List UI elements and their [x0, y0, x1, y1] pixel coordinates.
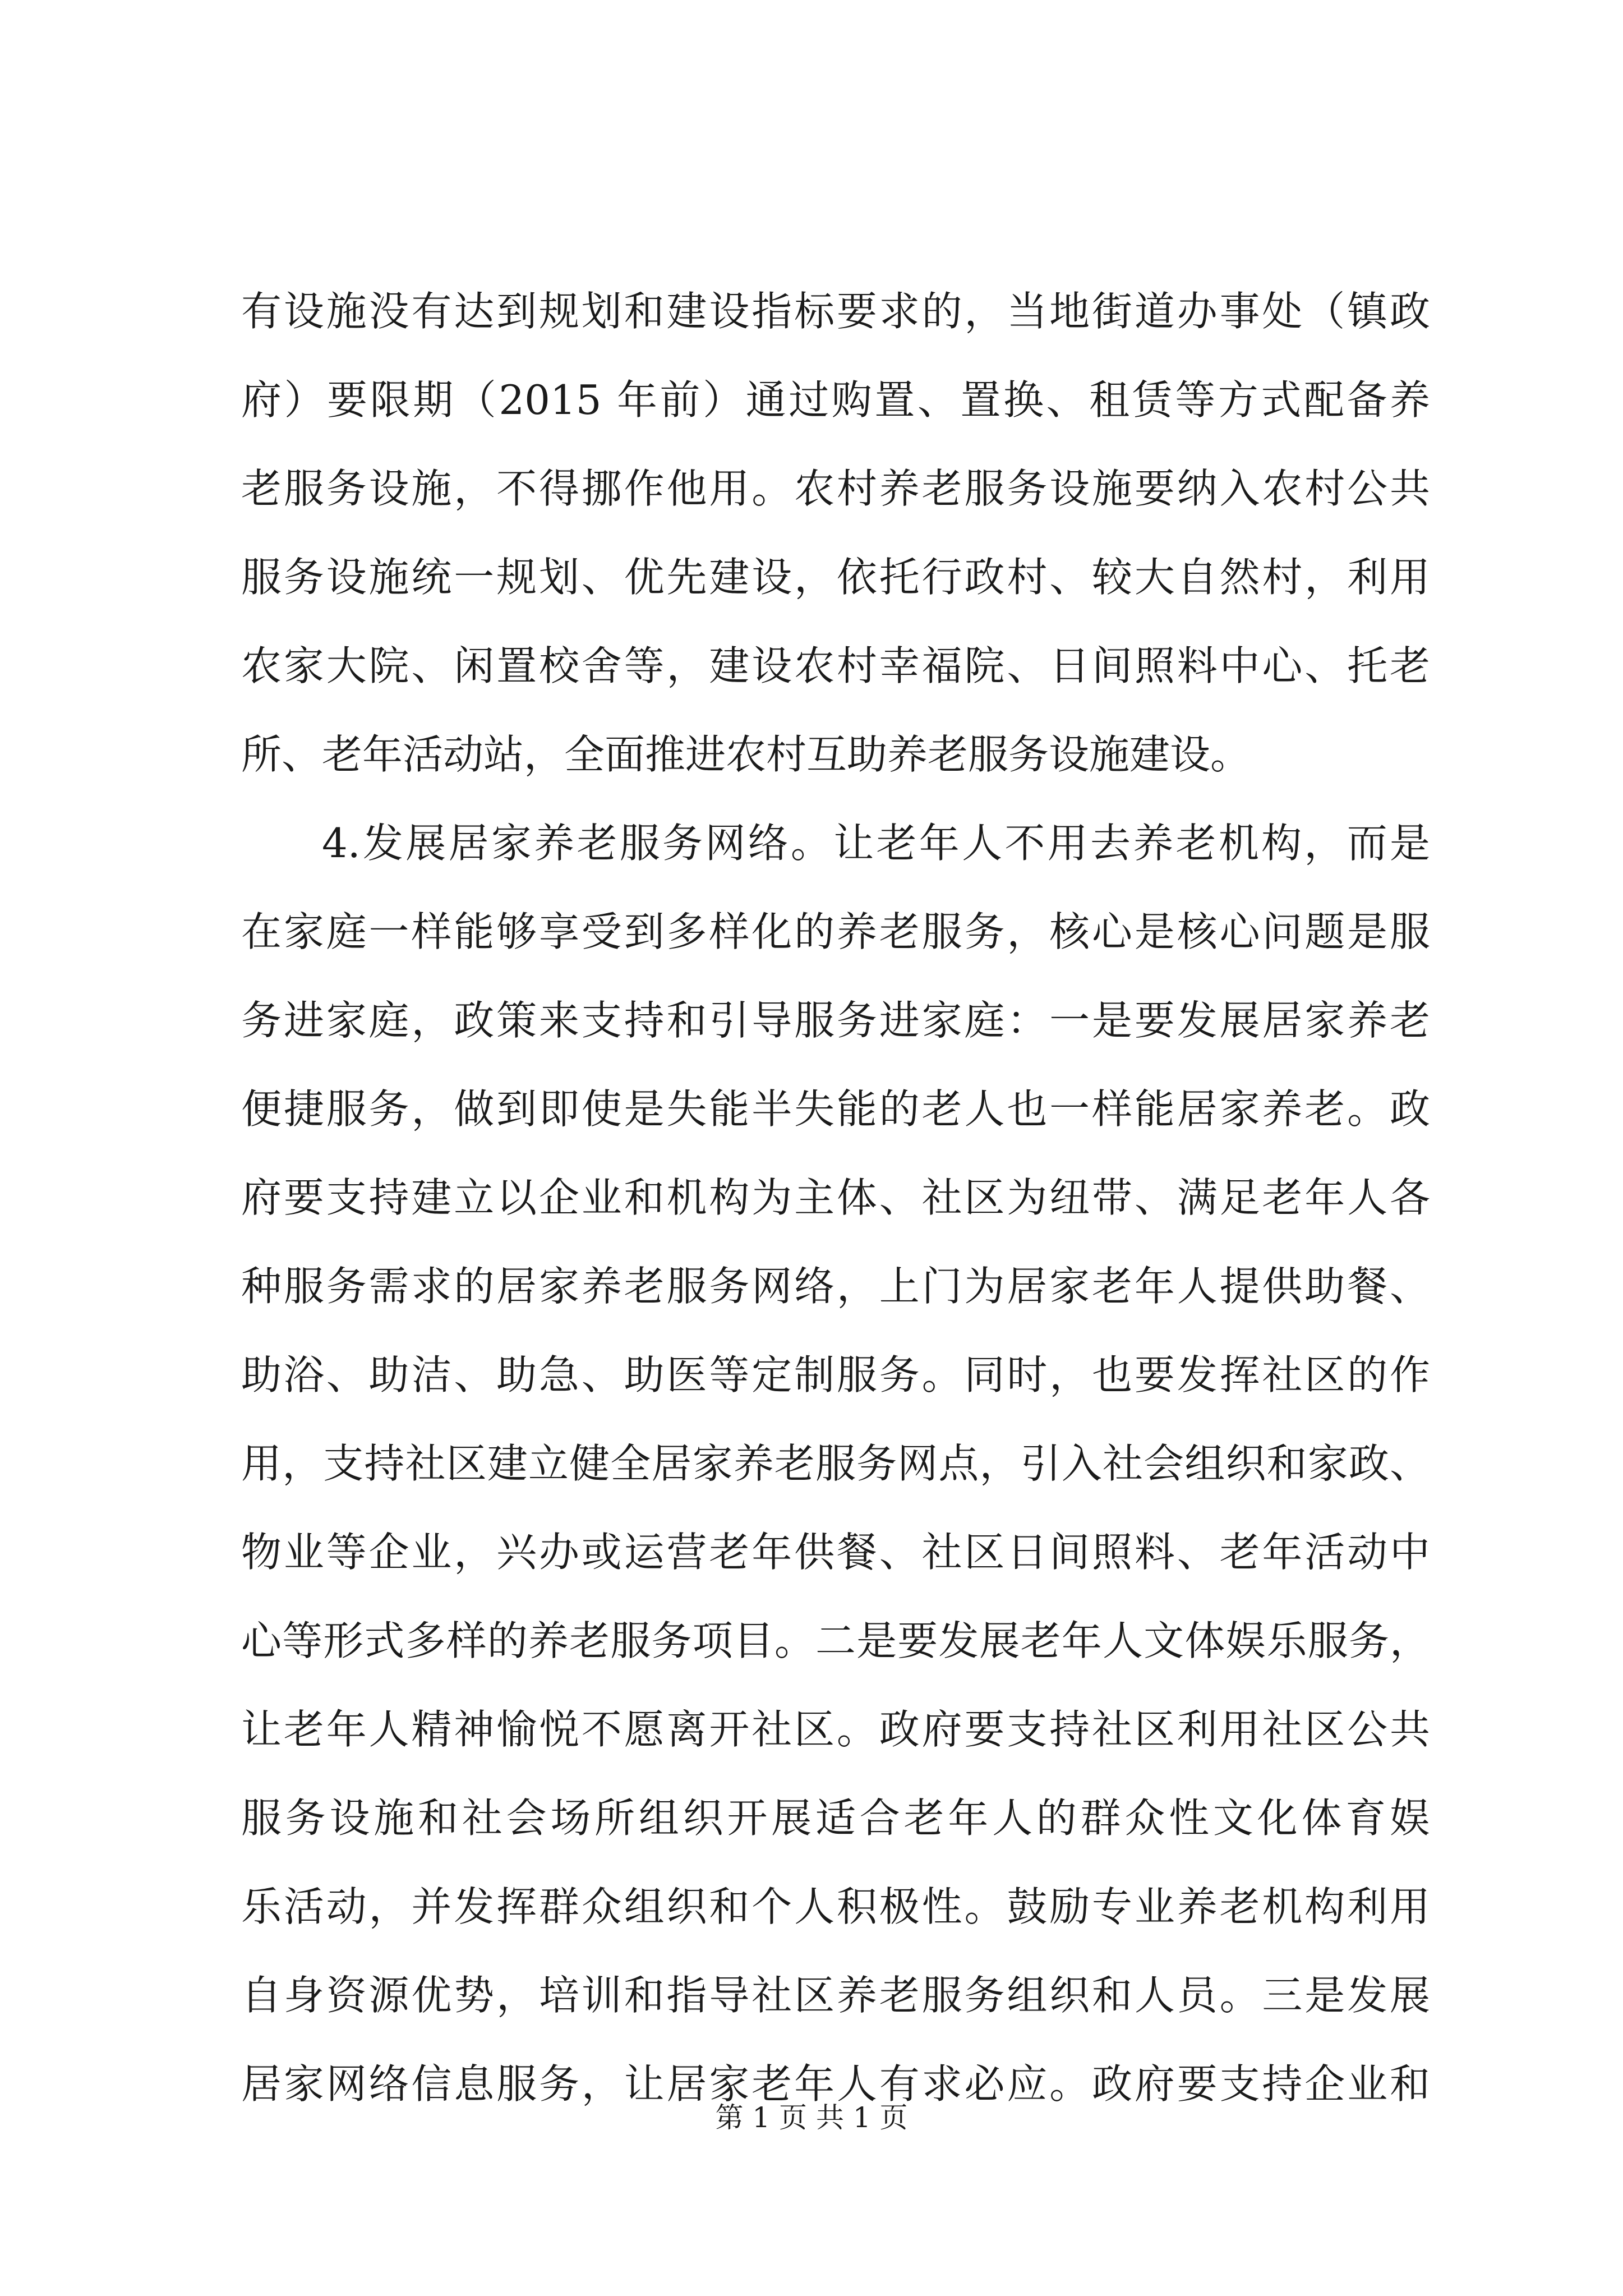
text-line: 居家网络信息服务，让居家老年人有求必应。政府要支持企业和 [241, 2060, 1430, 2108]
text-line: 所、老年活动站，全面推进农村互助养老服务设施建设。 [241, 731, 1251, 778]
text-line: 自身资源优势，培训和指导社区养老服务组织和人员。三是发展 [241, 1972, 1430, 2019]
text-line: 有设施没有达到规划和建设指标要求的，当地街道办事处（镇政 [241, 288, 1430, 335]
text-line: 老服务设施，不得挪作他用。农村养老服务设施要纳入农村公共 [241, 465, 1430, 512]
page-footer [0, 2098, 1623, 2137]
text-line: 4.发展居家养老服务网络。让老年人不用去养老机构，而是 [322, 820, 1430, 867]
text-line: 服务设施统一规划、优先建设，依托行政村、较大自然村，利用 [241, 554, 1430, 601]
body-text [241, 267, 1430, 2128]
text-line: 助浴、助洁、助急、助医等定制服务。同时，也要发挥社区的作 [241, 1351, 1430, 1398]
text-line: 心等形式多样的养老服务项目。二是要发展老年人文体娱乐服务， [241, 1617, 1430, 1664]
text-line: 让老年人精神愉悦不愿离开社区。政府要支持社区利用社区公共 [241, 1706, 1430, 1753]
text-line: 服务设施和社会场所组织开展适合老年人的群众性文化体育娱 [241, 1795, 1430, 1842]
page-number: 第 1 页 共 1 页 [715, 2101, 908, 2134]
text-line: 在家庭一样能够享受到多样化的养老服务，核心是核心问题是服 [241, 908, 1430, 955]
text-line: 用，支持社区建立健全居家养老服务网点，引入社会组织和家政、 [241, 1440, 1430, 1487]
text-line: 乐活动，并发挥群众组织和个人积极性。鼓励专业养老机构利用 [241, 1883, 1430, 1930]
text-line: 物业等企业，兴办或运营老年供餐、社区日间照料、老年活动中 [241, 1529, 1430, 1576]
text-line: 农家大院、闲置校舍等，建设农村幸福院、日间照料中心、托老 [241, 642, 1430, 689]
text-line: 务进家庭，政策来支持和引导服务进家庭：一是要发展居家养老 [241, 997, 1430, 1044]
text-line: 便捷服务，做到即使是失能半失能的老人也一样能居家养老。政 [241, 1085, 1430, 1133]
text-line: 种服务需求的居家养老服务网络，上门为居家老年人提供助餐、 [241, 1263, 1430, 1310]
text-line: 府）要限期（2015 年前）通过购置、置换、租赁等方式配备养 [241, 376, 1430, 424]
text-line: 府要支持建立以企业和机构为主体、社区为纽带、满足老年人各 [241, 1174, 1430, 1221]
